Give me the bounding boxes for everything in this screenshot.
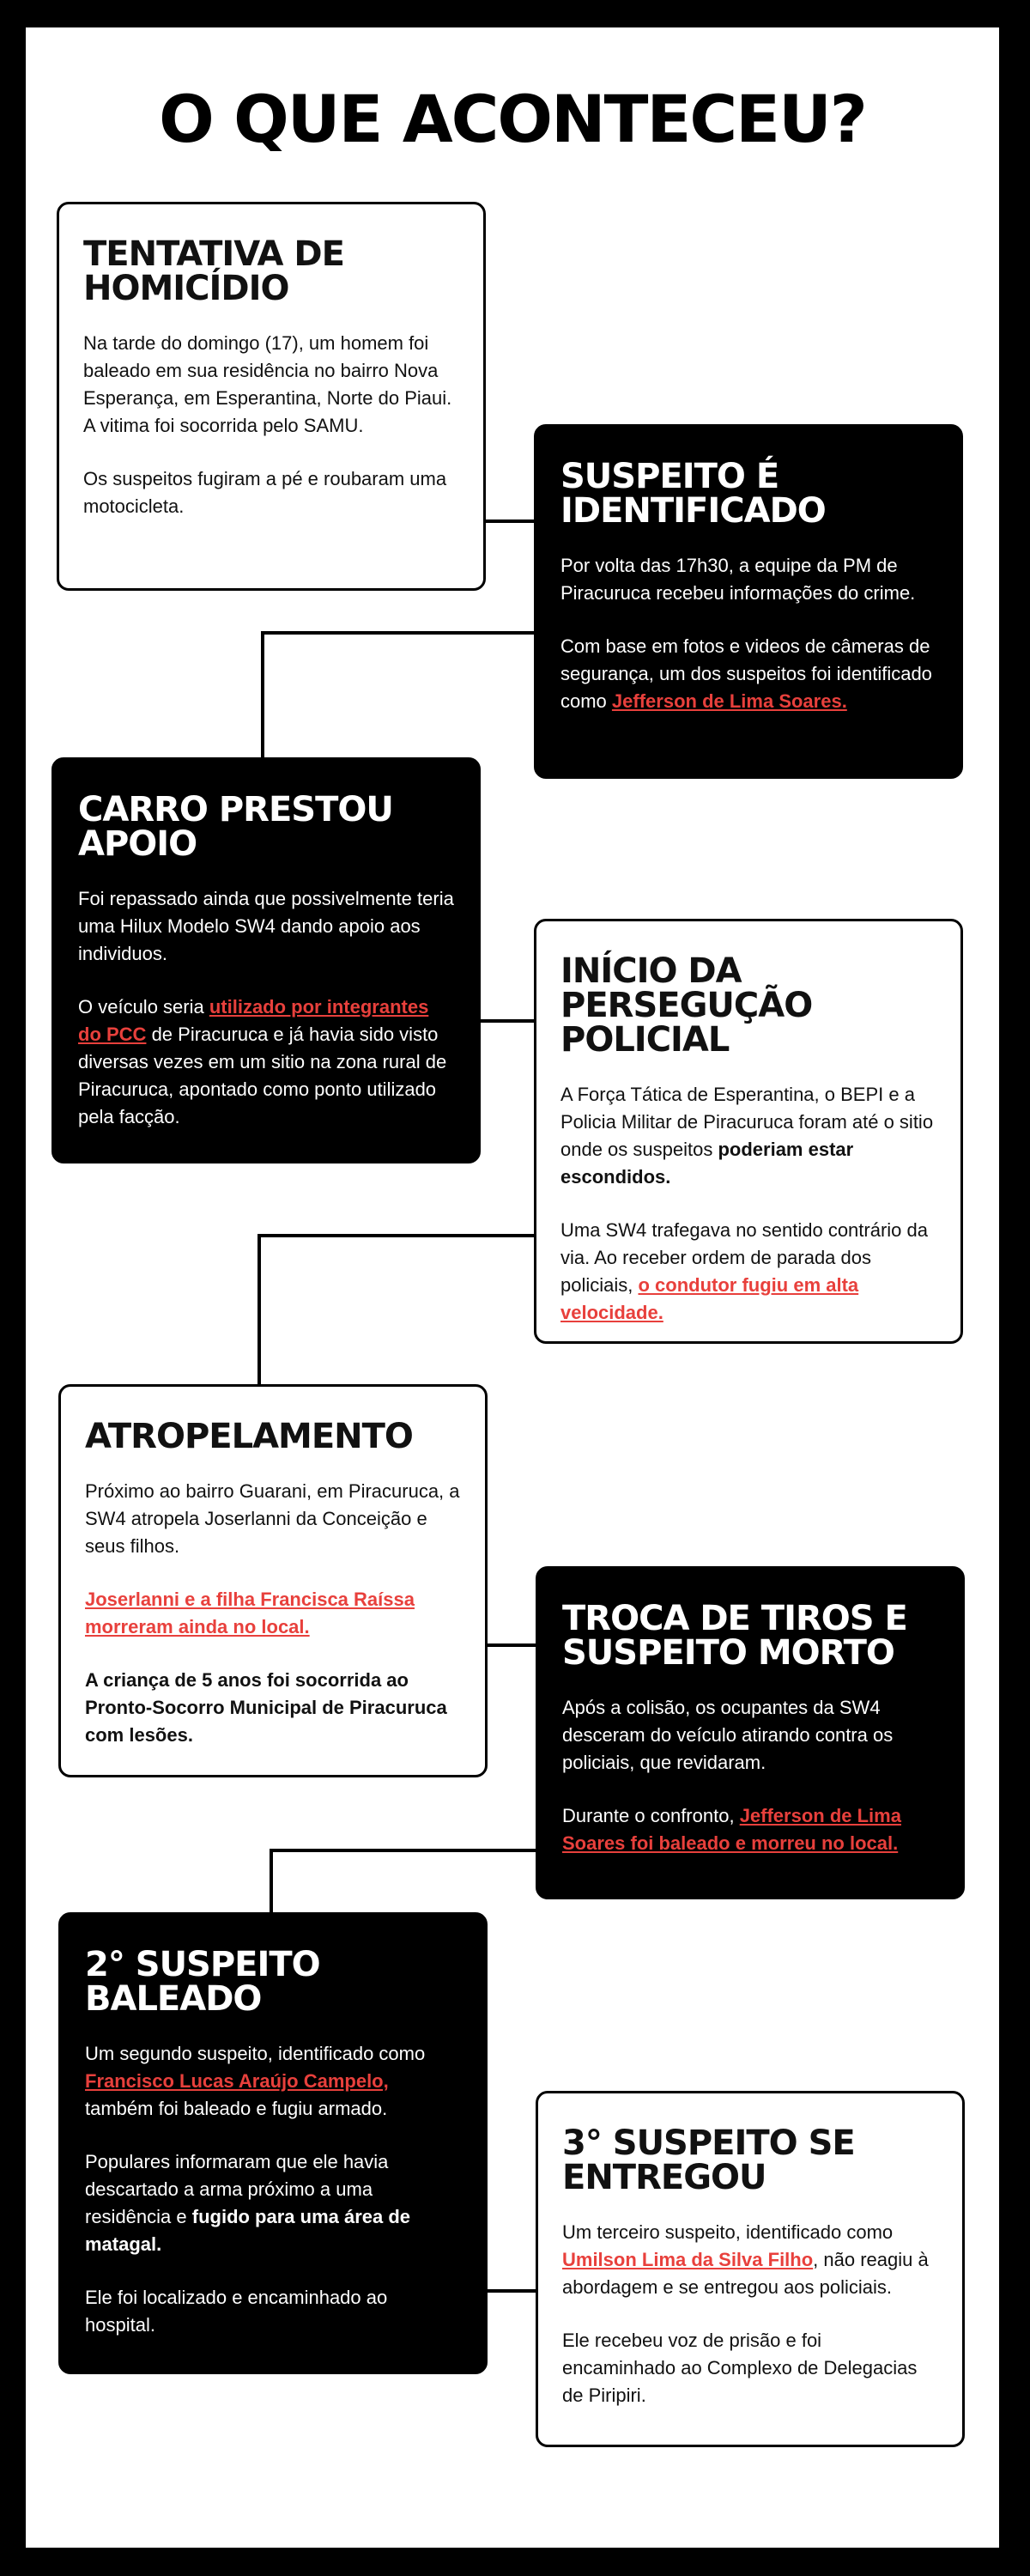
card-text [85,2148,461,2258]
card-title: CARRO PRESTOU APOIO [78,790,393,864]
highlighted-name: Francisco Lucas Araújo Campelo, [85,2070,389,2092]
card-text: Foi repassado ainda que possivelmente teria uma Hilux Modelo SW4 dando apoio aos individuos. [78,888,454,964]
bold-text: poderiam estar escondidos. [560,1139,854,1188]
card-text-part: também foi baleado e fugiu armado. [85,2098,388,2119]
card-text-part: de Piracuruca e já havia sido visto diversas vezes em um sitio na zona rural de Piracuruca, apontado como ponto utilizado pela facção. [78,1024,447,1127]
event-card-car-support [52,757,481,1163]
card-text [562,2219,938,2301]
connector-line [481,1019,534,1023]
card-text [85,1667,461,1749]
card-text-part: Durante o confronto, [562,1805,740,1826]
highlighted-text: utilizado por integrantes do PCC [78,996,429,1045]
connector-line [261,631,534,635]
card-text: Após a colisão, os ocupantes da SW4 desceram do veículo atirando contra os policiais, que revidaram. [562,1697,894,1773]
card-title: TENTATIVA DE HOMICÍDIO [83,234,344,308]
card-text [78,993,454,1131]
infographic-page [26,27,999,2548]
card-text: Na tarde do domingo (17), um homem foi baleado em sua residência no bairro Nova Esperança, em Esperantina, Norte do Piaui. A vitima foi socorrida pelo SAMU. [83,332,452,436]
highlighted-name: Umilson Lima da Silva Filho [562,2249,814,2270]
connector-line [484,1643,536,1647]
card-text [560,1081,936,1191]
card-text: Os suspeitos fugiram a pé e roubaram uma motocicleta. [83,468,447,517]
card-text-part: Um segundo suspeito, identificado como [85,2043,426,2064]
card-text-part: Um terceiro suspeito, identificado como [562,2221,894,2243]
card-title: SUSPEITO É IDENTIFICADO [560,457,826,531]
card-text-part: Uma SW4 trafegava no sentido contrário da via. Ao receber ordem de parada dos policiais, [560,1219,929,1296]
highlighted-name: Jefferson de Lima Soares. [611,690,847,712]
event-card-second-suspect [58,1912,488,2374]
highlighted-text: Joserlanni e a filha Francisca Raíssa morreram ainda no local. [85,1589,415,1637]
event-card-attempted-homicide [57,202,486,591]
connector-line [484,2289,536,2293]
event-card-suspect-identified [534,424,963,779]
card-text: Próximo ao bairro Guarani, em Piracuruca, a SW4 atropela Joserlanni da Conceição e seus filhos. [85,1480,460,1557]
card-text [562,1802,938,1857]
connector-line [270,1849,536,1852]
highlighted-text: o condutor fugiu em alta velocidade. [560,1274,859,1323]
card-title: INÍCIO DA PERSEGUÇÃO POLICIAL [560,951,813,1060]
card-text-part: Com base em fotos e videos de câmeras de segurança, um dos suspeitos foi identificado como [560,635,932,712]
card-title: 2° SUSPEITO BALEADO [85,1945,320,2019]
bold-text: A criança de 5 anos foi socorrida ao Pronto-Socorro Municipal de Piracuruca com lesões. [85,1669,447,1746]
card-text-part: A Força Tática de Esperantina, o BEPI e a Policia Militar de Piracuruca foram até o sitio onde os suspeitos [560,1084,934,1160]
card-text [85,1586,461,1641]
card-text: Ele foi localizado e encaminhado ao hospital. [85,2287,388,2336]
card-text: Ele recebeu voz de prisão e foi encaminhado ao Complexo de Delegacias de Piripiri. [562,2330,918,2406]
card-text [560,633,936,715]
bold-text: fugido para uma área de matagal. [85,2206,411,2255]
card-text-part: , não reagiu à abordagem e se entregou aos policiais. [562,2249,929,2298]
highlighted-text: Jefferson de Lima Soares foi baleado e morreu no local. [562,1805,901,1854]
event-card-run-over [58,1384,488,1777]
card-text [85,2040,461,2123]
event-card-third-suspect [536,2091,965,2447]
card-title: ATROPELAMENTO [85,1417,413,1456]
card-title: TROCA DE TIROS E SUSPEITO MORTO [562,1599,907,1673]
card-title: 3° SUSPEITO SE ENTREGOU [562,2123,855,2197]
card-text [560,1217,936,1327]
card-text: Por volta das 17h30, a equipe da PM de Piracuruca recebeu informações do crime. [560,555,916,604]
event-card-police-chase [534,919,963,1344]
connector-line [258,1234,534,1237]
card-text-part: Populares informaram que ele havia descartado a arma próximo a uma residência e [85,2151,389,2227]
event-card-shootout [536,1566,965,1899]
card-text-part: O veículo seria [78,996,209,1018]
connector-line [482,519,534,523]
page-title: O QUE ACONTECEU? [159,81,866,157]
